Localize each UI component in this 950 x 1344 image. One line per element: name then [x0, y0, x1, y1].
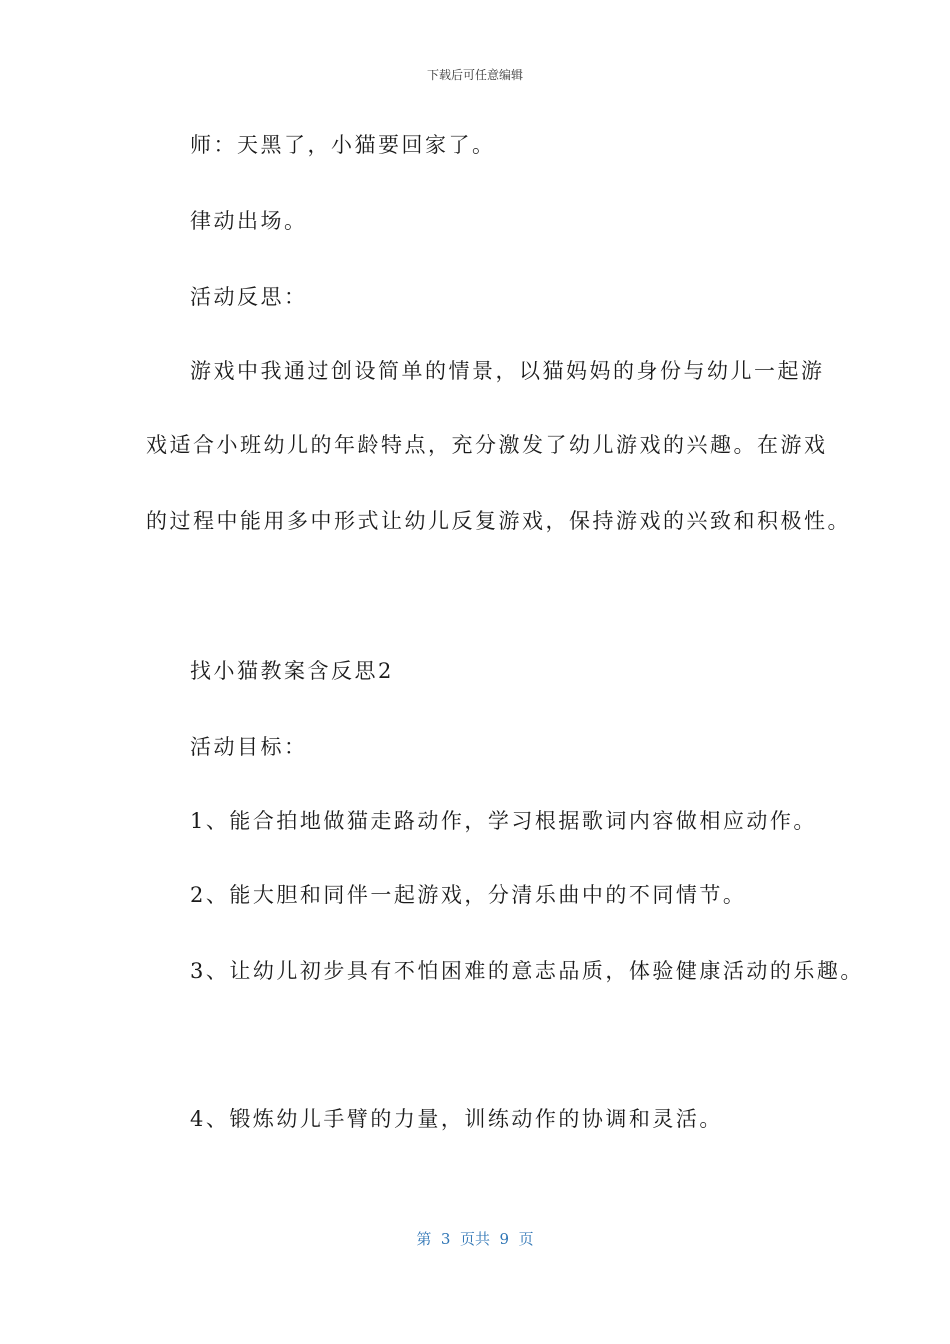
page-footer-pagination: 第 3 页共 9 页: [416, 1230, 534, 1248]
section-title: 找小猫教案含反思2: [190, 659, 394, 683]
reflection-text-line-3: 的过程中能用多中形式让幼儿反复游戏，保持游戏的兴致和积极性。: [146, 509, 851, 533]
reflection-text-line-1: 游戏中我通过创设简单的情景，以猫妈妈的身份与幼儿一起游: [190, 359, 825, 383]
goal-item-3: 3、让幼儿初步具有不怕困难的意志品质，体验健康活动的乐趣。: [190, 959, 864, 983]
reflection-heading: 活动反思：: [190, 285, 308, 309]
page-header: 下载后可任意编辑: [426, 68, 523, 82]
goal-item-2: 2、能大胆和同伴一起游戏，分清乐曲中的不同情节。: [190, 883, 747, 907]
goal-item-1: 1、能合拍地做猫走路动作，学习根据歌词内容做相应动作。: [190, 809, 817, 833]
reflection-text-line-2: 戏适合小班幼儿的年龄特点，充分激发了幼儿游戏的兴趣。在游戏: [146, 433, 828, 457]
paragraph-rhythm-exit: 律动出场。: [190, 209, 308, 233]
goal-item-4: 4、锻炼幼儿手臂的力量，训练动作的协调和灵活。: [190, 1107, 723, 1131]
goals-heading: 活动目标：: [190, 735, 308, 759]
paragraph-teacher-line: 师：天黑了，小猫要回家了。: [190, 133, 496, 157]
